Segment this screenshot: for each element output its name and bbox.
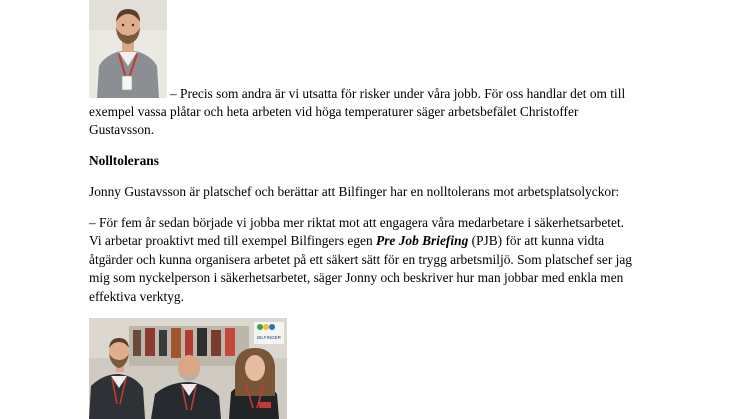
section-heading: Nolltolerans <box>89 153 159 168</box>
quote2-paragraph <box>89 214 649 306</box>
quote2-line2-post: (PJB) för att kunna vidta <box>468 233 605 249</box>
pre-job-briefing-term: Pre Job Briefing <box>376 233 469 249</box>
quote2-line2-pre: Vi arbetar proaktivt med till exempel Bilfingers egen <box>89 233 377 249</box>
portrait-photo-christoffer <box>89 0 167 98</box>
portrait-illustration <box>89 0 167 98</box>
quote2-line1: – För fem år sedan började vi jobba mer riktat mot att engagera våra medarbetare i säkerhetsarbetet. <box>89 215 625 230</box>
quote2-line5: effektiva verktyg. <box>89 288 184 304</box>
quote1-line1: – Precis som andra är vi utsatta för risker under våra jobb. För oss handlar det om till <box>170 86 626 101</box>
bilfinger-sign-text: BILFINGER <box>257 335 281 340</box>
quote2-line4: mig som nyckelperson i säkerhetsarbetet, säger Jonny och beskriver hur man jobbar med enkla men <box>89 270 624 286</box>
quote2-line2 <box>89 232 649 250</box>
group-photo <box>89 318 287 419</box>
quote1-continuation <box>89 103 649 140</box>
quote2-line3: åtgärder och kunna organisera arbetet på ett säkert sätt för en trygg arbetsmiljö. Som platschef ser jag <box>89 251 632 267</box>
quote1-line2: exempel vassa plåtar och heta arbeten vid höga temperaturer säger arbetsbefälet Christoffer <box>89 104 579 119</box>
intro-paragraph: Jonny Gustavsson är platschef och berättar att Bilfinger har en nolltolerans mot arbetsplatsolyckor: <box>89 184 620 199</box>
group-photo-illustration <box>89 318 287 419</box>
quote1-line3: Gustavsson. <box>89 122 155 138</box>
